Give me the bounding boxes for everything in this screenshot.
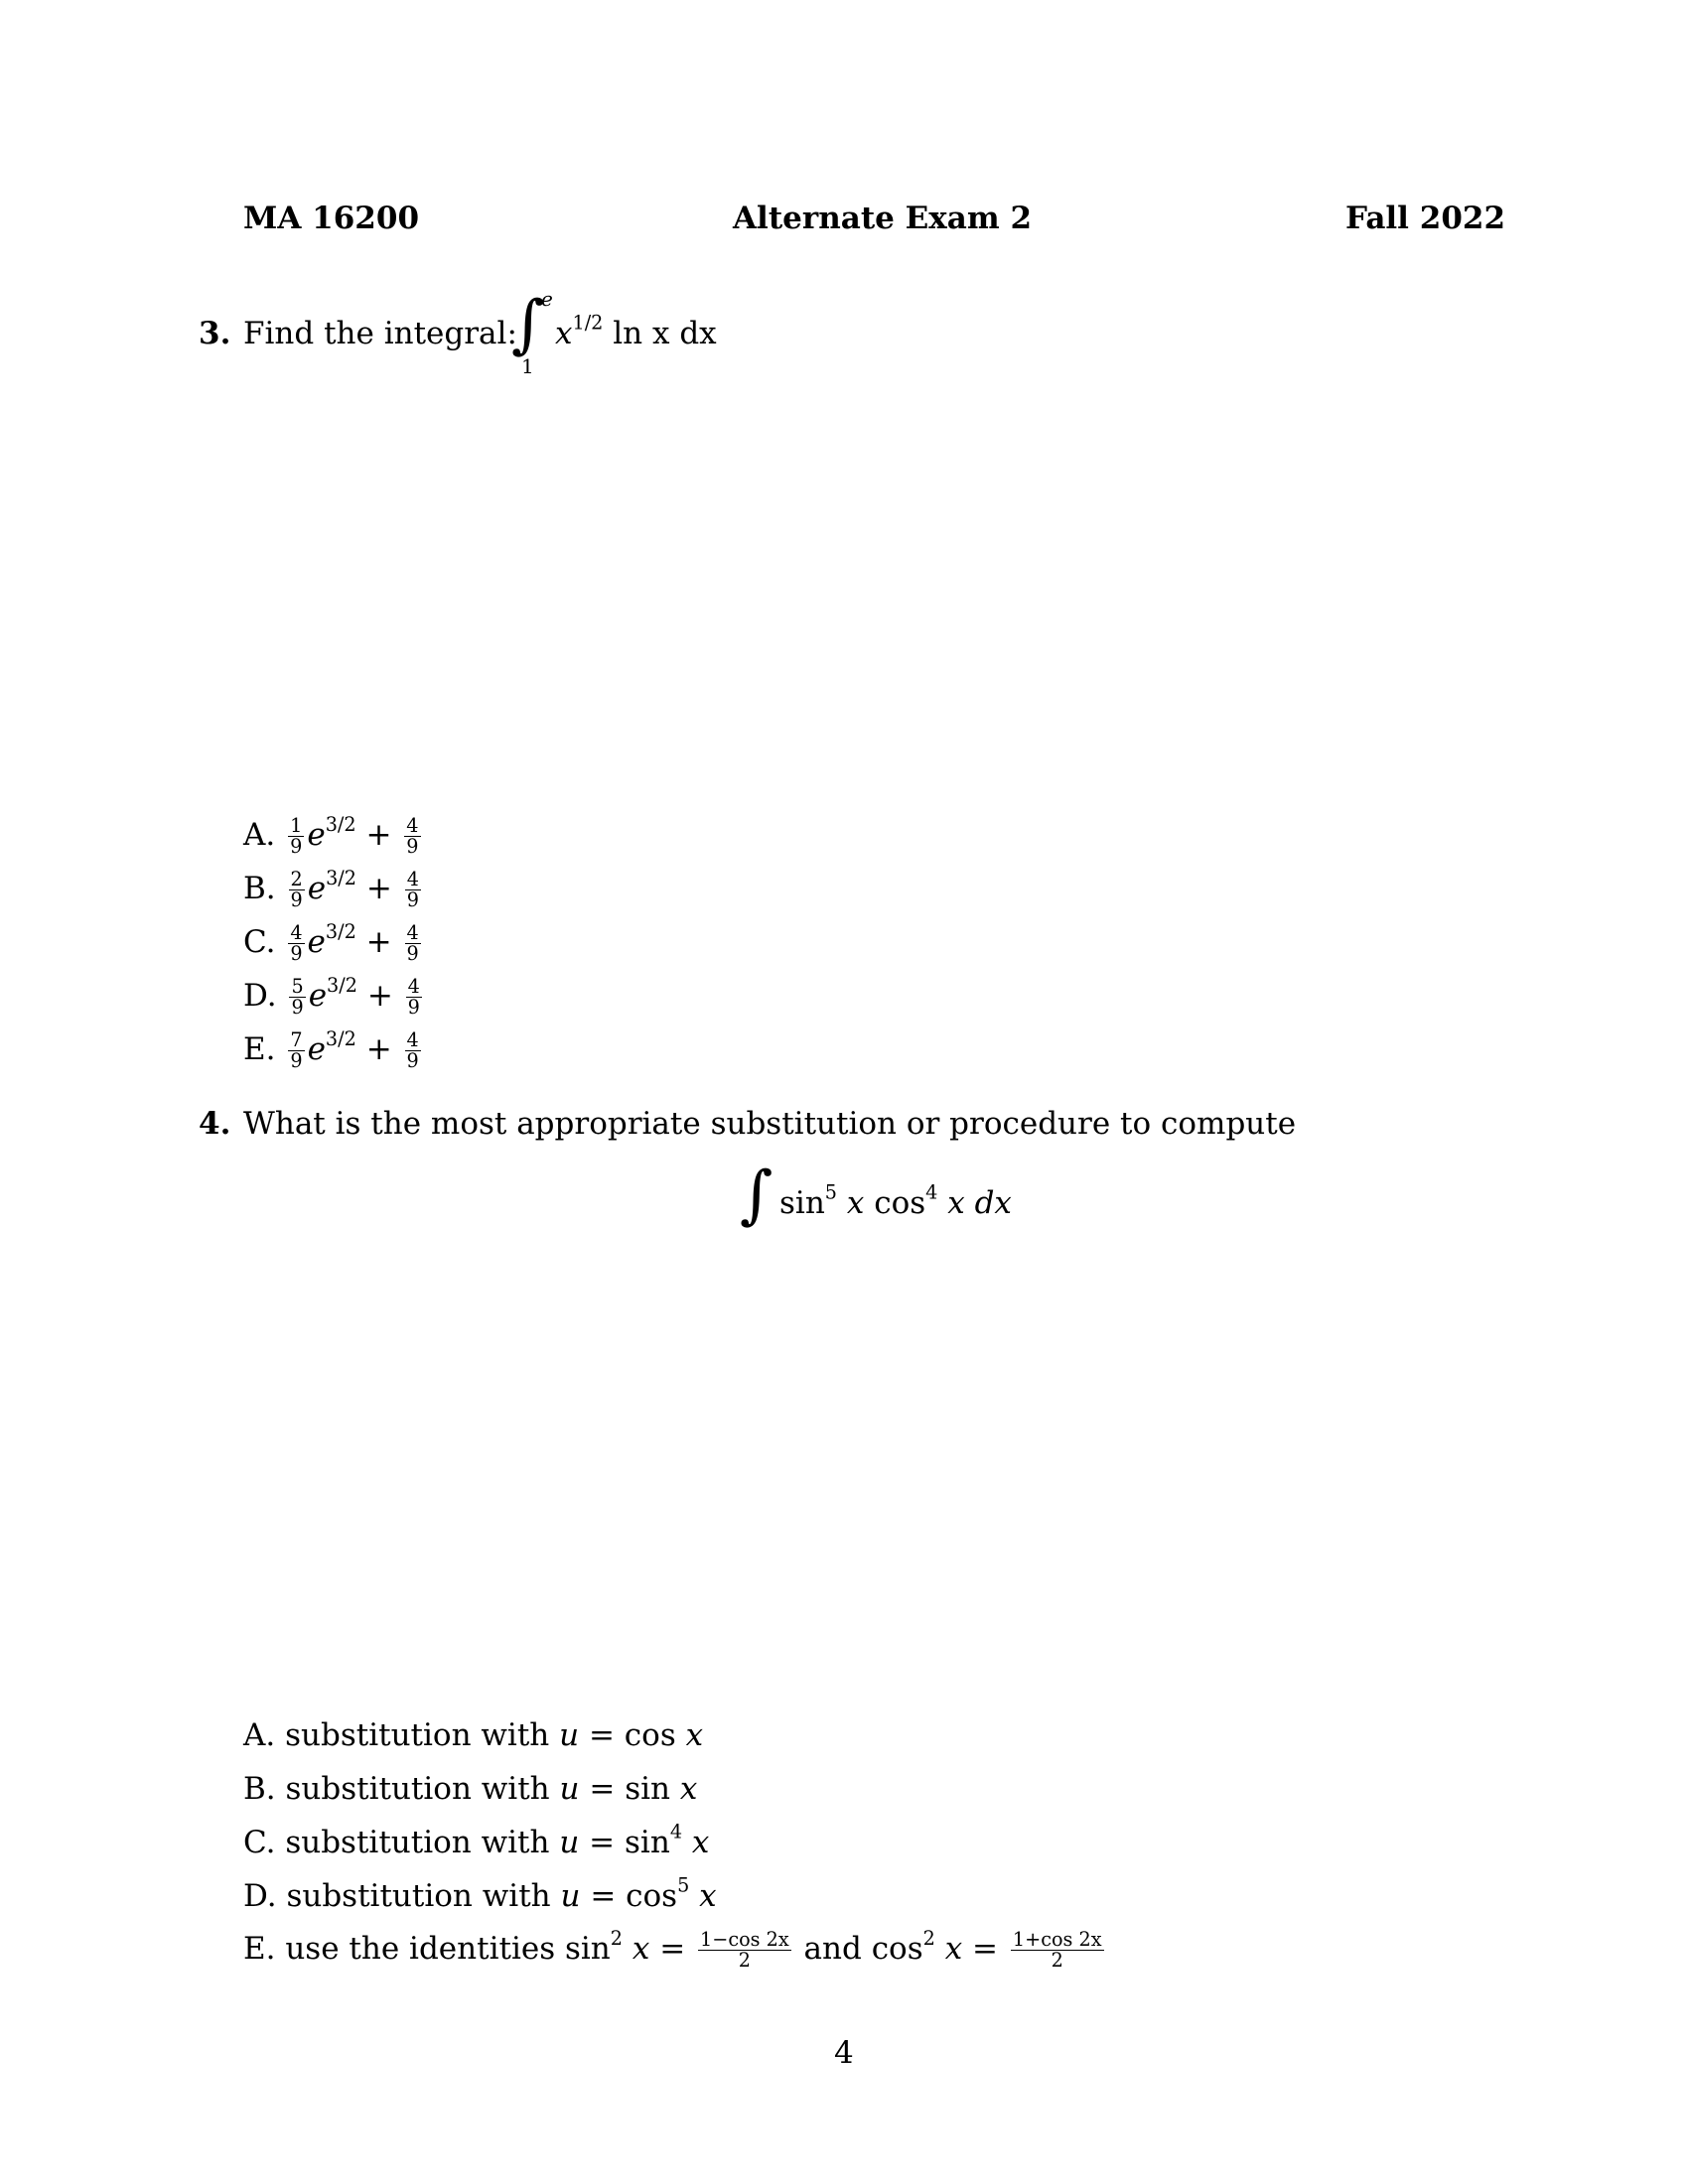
- option-letter: B.: [243, 1771, 276, 1807]
- fraction: [405, 1030, 421, 1071]
- option-letter: C.: [243, 1825, 276, 1860]
- option-base: e: [307, 924, 326, 961]
- question-4-number: 4.: [199, 1106, 231, 1142]
- fraction-numerator: 2: [290, 868, 303, 890]
- option-equals: =: [588, 1717, 615, 1753]
- option-letter: D.: [243, 978, 277, 1015]
- option-base: e: [307, 817, 326, 854]
- fraction: [404, 816, 420, 857]
- fraction-numerator: 5: [291, 975, 304, 998]
- question-4-integral: [740, 1159, 1057, 1253]
- integral-lower-limit: 1: [521, 354, 534, 378]
- variable: x: [632, 1931, 650, 1968]
- option-exponent: 3/2: [327, 973, 357, 997]
- fraction-denominator: 9: [406, 942, 419, 966]
- fraction-denominator: 9: [406, 1049, 419, 1073]
- fraction: [288, 923, 304, 964]
- fraction-numerator: 4: [406, 1028, 419, 1051]
- option-operator: +: [365, 817, 392, 854]
- fraction-numerator: 4: [406, 814, 419, 837]
- option-text: substitution with: [286, 1878, 551, 1914]
- fraction-denominator: 9: [290, 942, 303, 966]
- integral-sign: ∫: [740, 1159, 774, 1232]
- option-function: sin: [625, 1825, 670, 1860]
- option-exponent: 3/2: [326, 866, 356, 889]
- fraction-numerator: 1+cos 2x: [1012, 1928, 1102, 1951]
- fraction-numerator: 7: [290, 1028, 303, 1051]
- option-operator: +: [365, 1031, 392, 1068]
- integrand-base: x: [555, 316, 573, 351]
- fraction: [406, 977, 422, 1018]
- fraction-denominator: 9: [406, 835, 419, 859]
- option-exponent: 3/2: [325, 1026, 356, 1050]
- option-function: sin: [625, 1771, 670, 1807]
- q4-option-e[interactable]: [243, 1926, 1107, 1973]
- option-function: cos: [624, 1717, 676, 1753]
- option-argument: x: [679, 1771, 698, 1807]
- q4-option-c[interactable]: [243, 1820, 710, 1860]
- option-argument: x: [691, 1825, 710, 1860]
- fraction-denominator: 9: [290, 1049, 303, 1073]
- fraction-numerator: 4: [406, 868, 419, 890]
- sine-exponent: 5: [824, 1180, 838, 1204]
- exam-title: Alternate Exam 2: [733, 201, 1033, 236]
- option-text: substitution with: [285, 1825, 550, 1860]
- fraction: [288, 1030, 304, 1071]
- option-argument: x: [699, 1878, 717, 1914]
- option-exponent: 3/2: [325, 812, 356, 836]
- fraction-denominator: 2: [738, 1949, 751, 1973]
- option-function: cos: [626, 1878, 678, 1914]
- option-letter: E.: [243, 1031, 276, 1068]
- question-4-prompt: What is the most appropriate substitution or procedure to compute: [243, 1106, 1297, 1142]
- course-code: MA 16200: [243, 201, 420, 236]
- fraction-numerator: 4: [290, 921, 303, 944]
- option-exponent: 3/2: [325, 919, 356, 943]
- fraction-denominator: 2: [1051, 1949, 1063, 1973]
- option-letter: D.: [243, 1878, 277, 1914]
- equals-sign: =: [659, 1931, 686, 1968]
- option-base: e: [307, 871, 327, 907]
- option-letter: B.: [243, 871, 276, 907]
- q4-option-d[interactable]: [243, 1873, 717, 1914]
- option-variable: u: [559, 1825, 580, 1860]
- option-exponent: 5: [677, 1873, 690, 1897]
- option-variable: u: [559, 1771, 580, 1807]
- conjunction: and: [803, 1931, 862, 1968]
- fraction-denominator: 9: [291, 996, 304, 1020]
- page-number: 4: [834, 2035, 854, 2071]
- integrand: [555, 311, 717, 351]
- option-variable: u: [560, 1878, 581, 1914]
- option-variable: u: [559, 1717, 580, 1753]
- fraction: [1011, 1930, 1104, 1971]
- exam-term: Fall 2022: [1345, 201, 1506, 236]
- variable-differential: x dx: [947, 1185, 1012, 1221]
- integrand-rest: ln x dx: [613, 316, 717, 351]
- option-operator: +: [366, 978, 393, 1015]
- fraction-denominator: 9: [407, 996, 420, 1020]
- question-3-integral: [511, 287, 730, 382]
- fraction-numerator: 4: [406, 921, 419, 944]
- fraction-numerator: 4: [407, 975, 420, 998]
- fraction-denominator: 9: [406, 888, 419, 912]
- integral-sign: ∫: [511, 288, 545, 361]
- question-3-prompt: Find the integral:: [243, 316, 517, 351]
- option-base: e: [307, 1031, 326, 1068]
- option-base: e: [308, 978, 328, 1015]
- fraction-numerator: 1: [290, 814, 303, 837]
- variable: x: [846, 1185, 865, 1221]
- fraction: [289, 977, 305, 1018]
- fraction-denominator: 9: [290, 835, 303, 859]
- integral-upper-limit: e: [541, 287, 553, 311]
- option-equals: =: [589, 1771, 616, 1807]
- variable: x: [944, 1931, 963, 1968]
- option-letter: E.: [243, 1931, 276, 1968]
- fraction: [698, 1930, 791, 1971]
- option-operator: +: [365, 871, 392, 907]
- fraction-denominator: 9: [290, 888, 303, 912]
- option-letter: A.: [243, 1717, 276, 1753]
- equals-sign: =: [972, 1931, 999, 1968]
- option-text: use the identities: [285, 1931, 556, 1968]
- fraction: [405, 923, 421, 964]
- option-letter: C.: [243, 924, 276, 961]
- option-equals: =: [589, 1825, 616, 1860]
- option-argument: x: [685, 1717, 704, 1753]
- fraction: [288, 816, 304, 857]
- cosine-exponent: 4: [925, 1180, 938, 1204]
- cosine-function: cos: [871, 1931, 923, 1968]
- q4-option-b[interactable]: [243, 1771, 697, 1807]
- fraction: [289, 870, 305, 910]
- fraction-numerator: 1−cos 2x: [700, 1928, 789, 1951]
- option-exponent: 4: [669, 1820, 683, 1843]
- cosine-function: cos: [874, 1185, 926, 1221]
- fraction: [405, 870, 421, 910]
- question-3-number: 3.: [199, 316, 231, 351]
- cosine-exponent: 2: [922, 1926, 935, 1950]
- option-text: substitution with: [285, 1771, 550, 1807]
- integrand-exponent: 1/2: [572, 311, 604, 335]
- q3-option-a[interactable]: [243, 812, 424, 859]
- option-operator: +: [365, 924, 392, 961]
- option-text: substitution with: [285, 1717, 550, 1753]
- q4-option-a[interactable]: [243, 1717, 703, 1753]
- sine-function: sin: [779, 1185, 825, 1221]
- option-letter: A.: [243, 817, 276, 854]
- sine-function: sin: [564, 1931, 611, 1968]
- integrand: [779, 1180, 1012, 1221]
- q3-option-e[interactable]: [243, 1026, 424, 1073]
- q3-option-c[interactable]: [243, 919, 424, 966]
- sine-exponent: 2: [610, 1926, 623, 1950]
- q3-option-d[interactable]: [243, 973, 425, 1020]
- option-equals: =: [590, 1878, 617, 1914]
- q3-option-b[interactable]: [243, 866, 424, 912]
